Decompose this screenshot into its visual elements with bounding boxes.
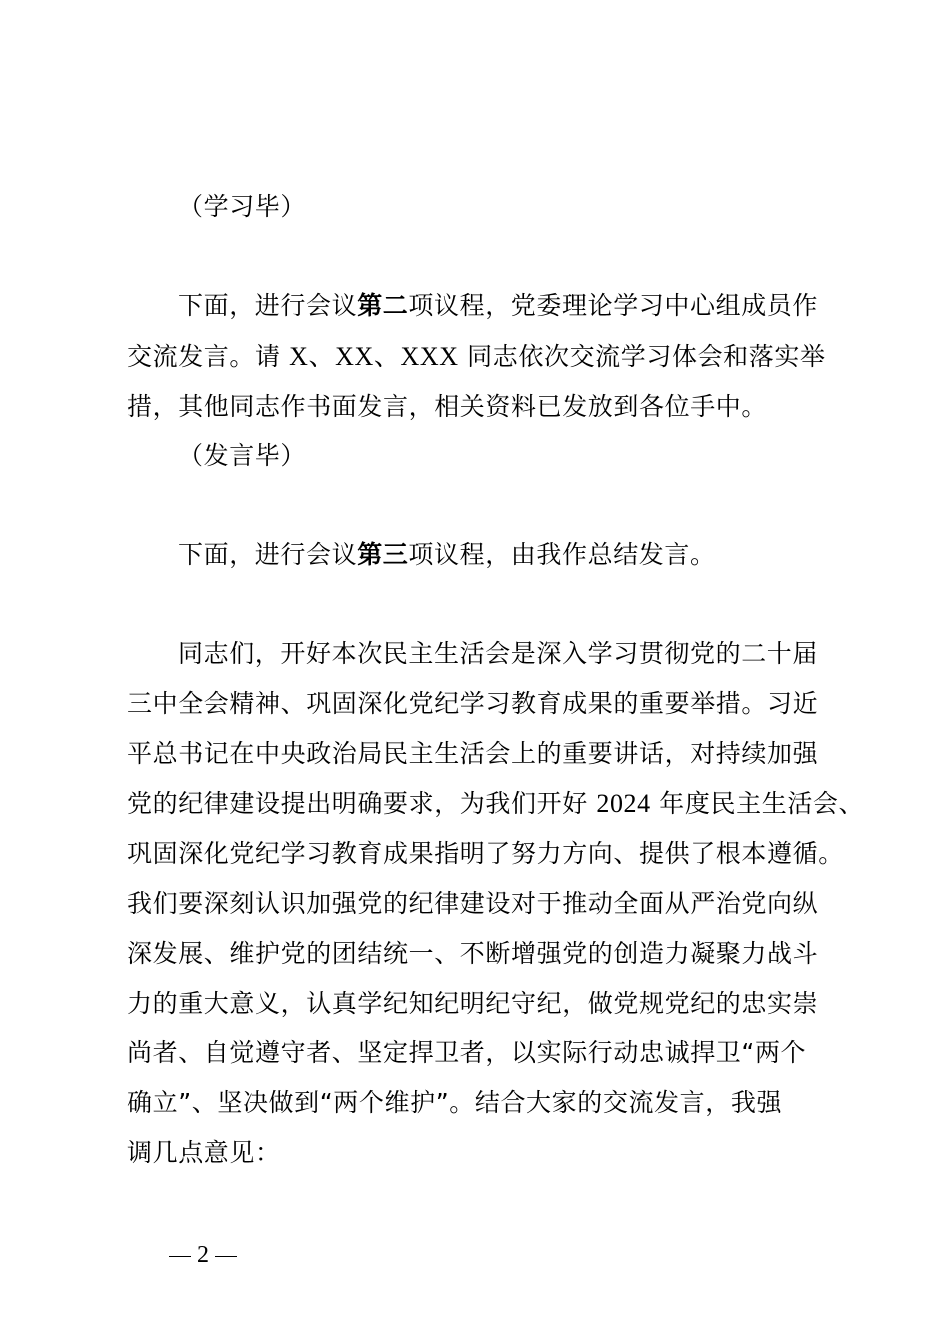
text: 项议程，党委理论学习中心组成员作 — [408, 291, 819, 320]
paragraph-agenda-two-line3: 措，其他同志作书面发言，相关资料已发放到各位手中。 — [127, 392, 768, 421]
text: 同志依次交流学习体会和落实举 — [458, 342, 826, 371]
paragraph-summary-line9: 尚者、自觉遵守者、坚定捍卫者，以实际行动忠诚捍卫“两个 — [127, 1038, 807, 1067]
text: 党的纪律建设提出明确要求，为我们开好 — [127, 789, 597, 818]
page-footer — [163, 1240, 243, 1270]
text: 交流发言。请 — [127, 342, 290, 371]
text: 项议程，由我作总结发言。 — [408, 540, 716, 569]
year-text: 2024 — [596, 789, 651, 818]
paragraph-summary-line5: 巩固深化党纪学习教育成果指明了努力方向、提供了根本遵循。 — [127, 839, 844, 868]
paragraph-summary-line11: 调几点意见： — [127, 1138, 281, 1167]
paragraph-summary-line4 — [127, 788, 864, 820]
paragraph-summary-line3: 平总书记在中央政治局民主生活会上的重要讲话，对持续加强 — [127, 739, 819, 768]
footer-dash-right — [215, 1256, 237, 1257]
bold-text: 第三 — [357, 540, 409, 569]
text: 年度民主生活会、 — [650, 789, 865, 818]
paragraph-agenda-two-line2 — [127, 341, 826, 373]
bold-text: 第二 — [357, 291, 409, 320]
footer-dash-left — [169, 1256, 191, 1257]
names-text: X、XX、XXX — [289, 342, 459, 371]
paragraph-agenda-two-line1 — [178, 290, 818, 322]
paragraph-summary-line1: 同志们，开好本次民主生活会是深入学习贯彻党的二十届 — [178, 639, 819, 668]
paragraph-summary-line6: 我们要深刻认识加强党的纪律建设对于推动全面从严治党向纵 — [127, 889, 819, 918]
paragraph-summary-line7: 深发展、维护党的团结统一、不断增强党的创造力凝聚力战斗 — [127, 939, 819, 968]
paragraph-summary-line2: 三中全会精神、巩固深化党纪学习教育成果的重要举措。习近 — [127, 689, 819, 718]
paragraph-summary-line10: 确立”、坚决做到“两个维护”。结合大家的交流发言，我强 — [127, 1088, 783, 1117]
text: 下面，进行会议 — [178, 291, 358, 320]
text: 下面，进行会议 — [178, 540, 358, 569]
page-number: 2 — [197, 1242, 209, 1268]
paragraph-agenda-three — [178, 539, 716, 571]
note-speech-done: （发言毕） — [178, 441, 307, 470]
note-study-done: （学习毕） — [178, 192, 307, 221]
paragraph-summary-line8: 力的重大意义，认真学纪知纪明纪守纪，做党规党纪的忠实崇 — [127, 989, 819, 1018]
